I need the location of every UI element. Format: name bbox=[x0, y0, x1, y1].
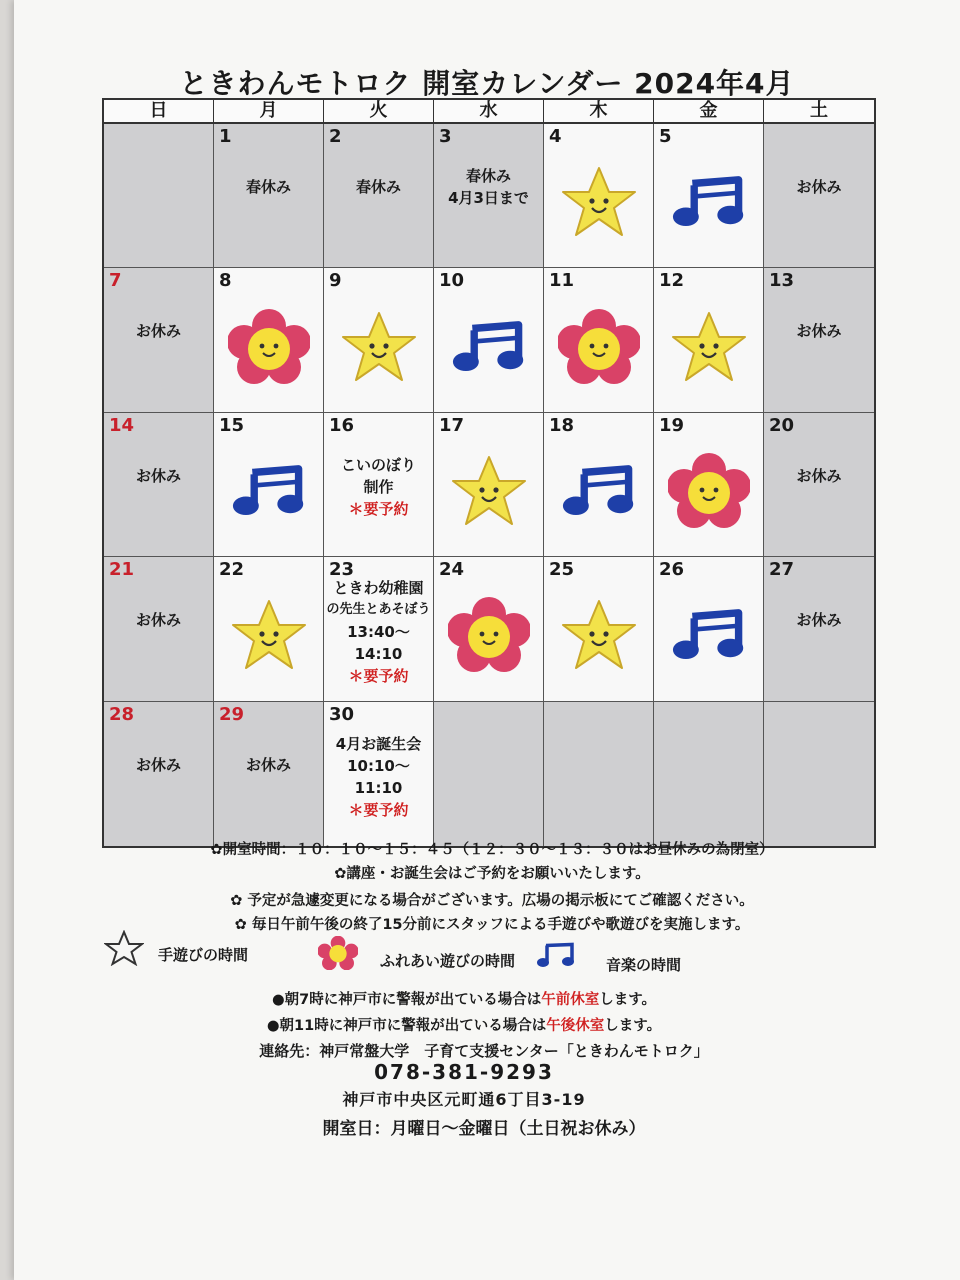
day-note bbox=[764, 465, 874, 487]
weekday-header: 月 bbox=[214, 100, 324, 124]
day-cell bbox=[104, 413, 214, 557]
day-note bbox=[104, 609, 213, 631]
legend bbox=[102, 930, 802, 974]
star-icon bbox=[449, 454, 529, 532]
weekday-header: 火 bbox=[324, 100, 434, 124]
day-cell bbox=[104, 702, 214, 846]
day-note-line: お休み bbox=[135, 466, 181, 485]
day-number: 12 bbox=[659, 270, 685, 292]
note-hours: ✿開室時間：１０：１０～１５：４５（１２：３０～１３：３０はお昼休みの為閉室） bbox=[210, 842, 774, 858]
day-number: 27 bbox=[769, 559, 795, 581]
day-number: 26 bbox=[659, 559, 685, 581]
day-number: 9 bbox=[329, 270, 342, 292]
reservation-required: ＊要予約 bbox=[348, 800, 409, 819]
star-icon bbox=[669, 310, 749, 388]
note-change: ✿ 予定が急遽変更になる場合がございます。広場の掲示板にてご確認ください。 bbox=[230, 893, 754, 909]
day-number: 8 bbox=[219, 270, 232, 292]
day-note-line: お休み bbox=[245, 756, 291, 775]
day-cell bbox=[764, 268, 874, 412]
day-cell bbox=[654, 124, 764, 268]
contact-address: 神戸市中央区元町通6丁目3-19 bbox=[342, 1090, 586, 1109]
calendar-sheet bbox=[14, 0, 960, 1280]
day-note bbox=[214, 176, 323, 198]
weekday-header: 金 bbox=[654, 100, 764, 124]
day-note-line: お休み bbox=[796, 466, 842, 485]
day-note-line: お休み bbox=[135, 611, 181, 630]
day-number: 30 bbox=[329, 703, 355, 725]
day-cell bbox=[434, 557, 544, 701]
day-cell bbox=[214, 268, 324, 412]
day-note-line: 春休み bbox=[245, 178, 291, 197]
day-number: 18 bbox=[549, 414, 575, 436]
note-reserve: ✿講座・お誕生会はご予約をお願いいたします。 bbox=[334, 866, 650, 882]
day-note-line: 制作 bbox=[363, 478, 394, 497]
day-note-line: 4月3日まで bbox=[448, 189, 529, 208]
day-note-line: お休み bbox=[796, 322, 842, 341]
day-note bbox=[324, 577, 433, 687]
day-cell bbox=[434, 413, 544, 557]
day-number: 25 bbox=[549, 559, 575, 581]
day-cell bbox=[764, 702, 874, 846]
day-cell bbox=[214, 557, 324, 701]
day-note-line: 春休み bbox=[355, 178, 401, 197]
day-cell bbox=[544, 124, 654, 268]
day-number: 19 bbox=[659, 414, 685, 436]
legend-note-label: 音楽の時間 bbox=[606, 956, 682, 974]
day-number: 3 bbox=[439, 126, 452, 147]
day-cell bbox=[434, 268, 544, 412]
note-icon bbox=[562, 465, 636, 521]
legend-flower-label: ふれあい遊びの時間 bbox=[380, 952, 516, 970]
day-cell bbox=[764, 124, 874, 268]
note-icon bbox=[232, 465, 306, 521]
note-icon bbox=[672, 609, 746, 665]
day-number: 2 bbox=[329, 126, 342, 147]
day-number: 20 bbox=[769, 414, 795, 436]
day-cell bbox=[324, 124, 434, 268]
day-number: 14 bbox=[109, 414, 135, 436]
star-icon bbox=[559, 165, 639, 243]
day-note bbox=[434, 165, 543, 209]
day-cell bbox=[654, 557, 764, 701]
day-number: 16 bbox=[329, 414, 355, 436]
day-cell bbox=[214, 413, 324, 557]
day-number: 13 bbox=[769, 270, 795, 292]
day-cell bbox=[654, 413, 764, 557]
star-icon bbox=[559, 598, 639, 676]
day-note-line: ときわ幼稚園 bbox=[333, 578, 424, 597]
day-number: 1 bbox=[219, 126, 232, 147]
day-note bbox=[214, 754, 323, 776]
day-note bbox=[104, 465, 213, 487]
legend-flower-icon bbox=[318, 936, 358, 970]
day-note bbox=[324, 454, 433, 520]
day-note bbox=[104, 320, 213, 342]
reservation-required: ＊要予約 bbox=[348, 666, 409, 685]
day-note bbox=[764, 176, 874, 198]
day-number: 4 bbox=[549, 126, 562, 147]
weekday-header: 日 bbox=[104, 100, 214, 124]
day-cell bbox=[324, 268, 434, 412]
day-cell bbox=[654, 702, 764, 846]
reservation-required: ＊要予約 bbox=[348, 500, 409, 519]
day-note bbox=[764, 609, 874, 631]
day-note-line: お休み bbox=[135, 322, 181, 341]
day-cell bbox=[764, 413, 874, 557]
day-cell bbox=[104, 124, 214, 268]
warning-morning: ●朝7時に神戸市に警報が出ている場合は午前休室します。 bbox=[271, 992, 657, 1008]
day-note-line: お休み bbox=[796, 611, 842, 630]
day-number: 22 bbox=[219, 559, 245, 581]
day-cell bbox=[654, 268, 764, 412]
day-note-line: お休み bbox=[796, 178, 842, 197]
day-note-line: お休み bbox=[135, 756, 181, 775]
day-number: 29 bbox=[219, 703, 245, 725]
flower-icon bbox=[558, 309, 640, 389]
contact-line: 連絡先：神戸常盤大学 子育て支援センター「ときわんモトロク」 bbox=[259, 1042, 709, 1060]
weekday-header: 土 bbox=[764, 100, 874, 124]
page-title: ときわんモトロク 開室カレンダー 2024年4月 bbox=[179, 67, 795, 100]
day-number: 11 bbox=[549, 270, 575, 292]
note-icon bbox=[672, 176, 746, 232]
weekday-header: 水 bbox=[434, 100, 544, 124]
day-note-line: こいのぼり bbox=[340, 456, 416, 475]
day-note bbox=[324, 176, 433, 198]
day-number: 15 bbox=[219, 414, 245, 436]
day-number: 23 bbox=[329, 559, 355, 581]
legend-note-icon bbox=[536, 942, 576, 968]
day-cell bbox=[104, 557, 214, 701]
day-number: 24 bbox=[439, 559, 465, 581]
day-cell bbox=[324, 413, 434, 557]
day-note-line: 11:10 bbox=[354, 778, 403, 797]
day-note-line: 春休み bbox=[465, 167, 511, 186]
day-number: 5 bbox=[659, 126, 672, 147]
day-note-line: 13:40～ bbox=[347, 622, 410, 641]
flower-icon bbox=[448, 597, 530, 677]
star-icon bbox=[229, 598, 309, 676]
note-daily: ✿ 毎日午前午後の終了15分前にスタッフによる手遊びや歌遊びを実施します。 bbox=[234, 917, 750, 933]
day-note bbox=[324, 733, 433, 821]
day-note-line: 4月お誕生会 bbox=[335, 734, 422, 753]
legend-star-label: 手遊びの時間 bbox=[158, 946, 249, 964]
warning-noon: ●朝11時に神戸市に警報が出ている場合は午後休室します。 bbox=[266, 1018, 662, 1034]
day-cell bbox=[214, 702, 324, 846]
day-note-line: の先生とあそぼう bbox=[326, 601, 431, 617]
day-cell bbox=[764, 557, 874, 701]
flower-icon bbox=[228, 309, 310, 389]
star-icon bbox=[339, 310, 419, 388]
day-cell bbox=[544, 413, 654, 557]
day-cell bbox=[214, 124, 324, 268]
flower-icon bbox=[668, 453, 750, 533]
note-icon bbox=[452, 321, 526, 377]
day-cell bbox=[434, 124, 544, 268]
day-note-line: 10:10～ bbox=[347, 756, 410, 775]
day-cell bbox=[324, 557, 434, 701]
day-cell bbox=[324, 702, 434, 846]
day-cell bbox=[104, 268, 214, 412]
day-number: 10 bbox=[439, 270, 465, 292]
legend-star-icon bbox=[104, 930, 144, 966]
day-note bbox=[764, 320, 874, 342]
contact-phone: 078-381-9293 bbox=[374, 1060, 554, 1084]
day-note bbox=[104, 754, 213, 776]
day-cell bbox=[544, 557, 654, 701]
weekday-header: 木 bbox=[544, 100, 654, 124]
day-cell bbox=[544, 268, 654, 412]
day-number: 7 bbox=[109, 270, 122, 292]
day-number: 21 bbox=[109, 559, 135, 581]
day-number: 28 bbox=[109, 703, 135, 725]
day-note-line: 14:10 bbox=[354, 644, 403, 663]
day-number: 17 bbox=[439, 414, 465, 436]
day-cell bbox=[434, 702, 544, 846]
open-days: 開室日：月曜日～金曜日（土日祝お休み） bbox=[322, 1119, 646, 1139]
calendar-grid bbox=[102, 98, 876, 848]
day-cell bbox=[544, 702, 654, 846]
